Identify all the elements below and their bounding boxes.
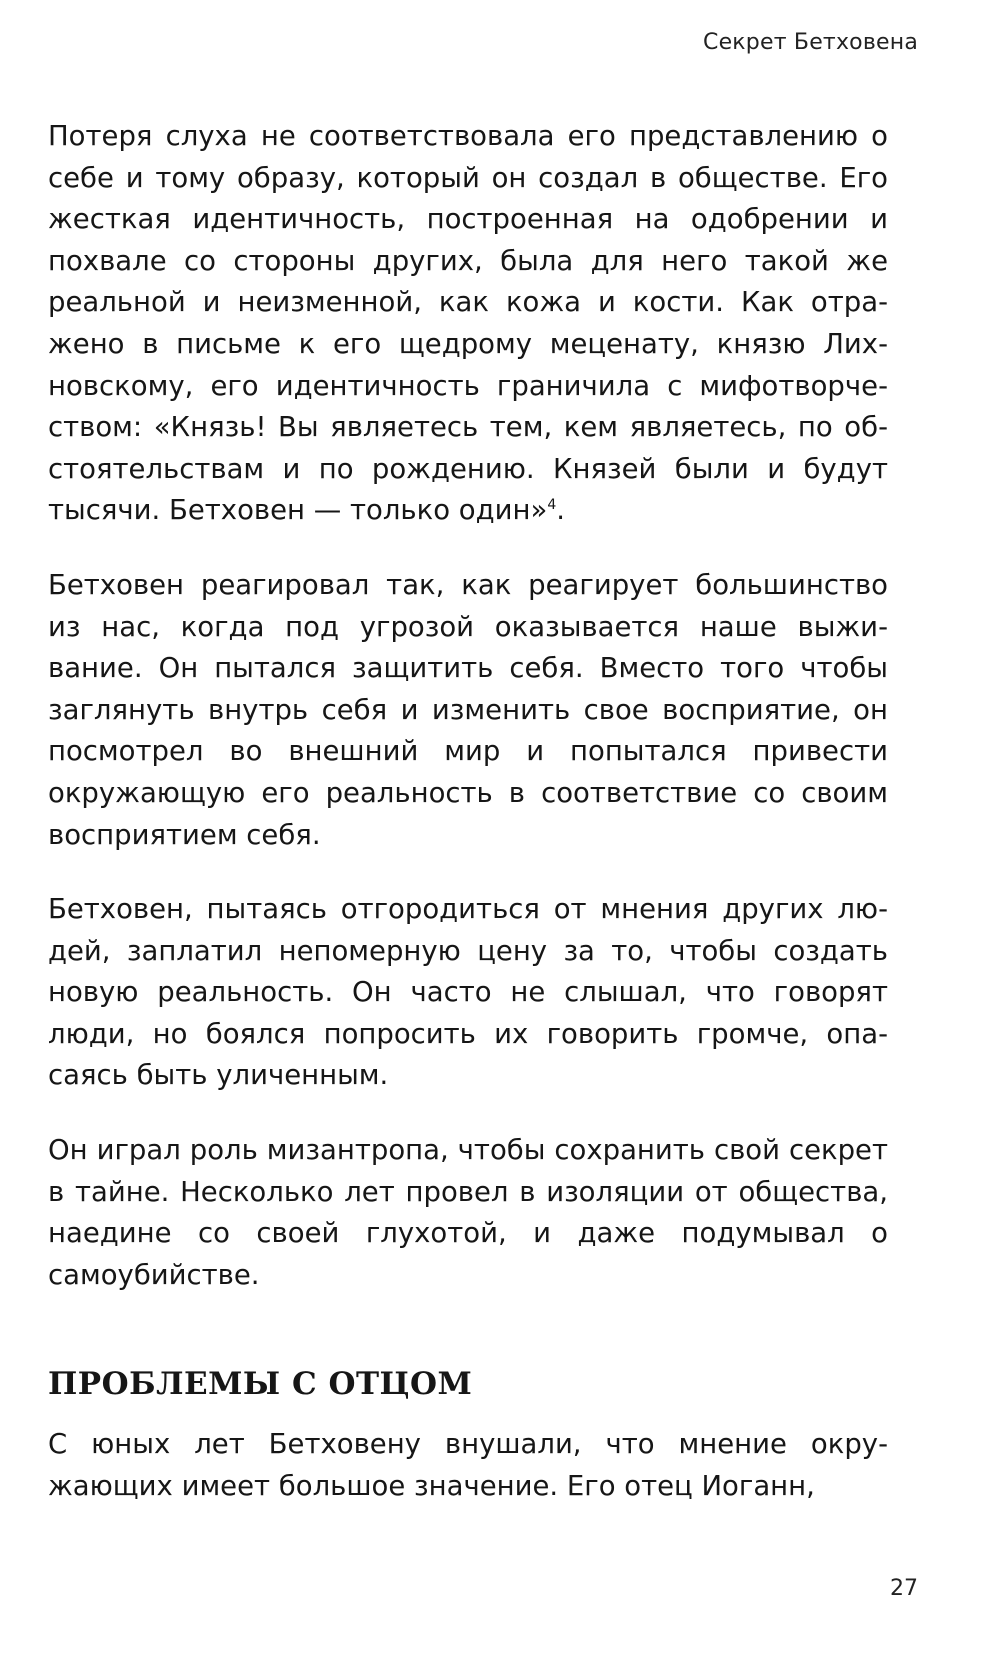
paragraph-2: Бетховен реагировал так, как реагирует большинство из нас, когда под угрозой оказывается наше выживание. Он пытался защитить себя. Вместо того чтобы заглянуть внутрь себя и изменить свое восприятие, он посмотрел во внешний мир и попытался привести окружающую его реальность в соответствие со своим восприятием себя.	[48, 568, 888, 851]
page-number: 27	[890, 1576, 918, 1601]
paragraph-1-tail: .	[556, 494, 565, 527]
paragraph-1	[48, 116, 888, 532]
section-heading: ПРОБЛЕМЫ С ОТЦОМ	[48, 1366, 473, 1403]
footnote-marker: 4	[547, 497, 557, 514]
page-body	[48, 116, 888, 1541]
section-paragraph: С юных лет Бетховену внушали, что мнение окружающих имеет большое значение. Его отец Иоганн,	[48, 1428, 888, 1503]
paragraph-1-text: Потеря слуха не соответствовала его представлению о себе и тому образу, который он создал в обществе. Его жесткая идентичность, построенная на одобрении и похвале со стороны других, была для него такой же реальной и неизменной, как кожа и кости. Как отражено в письме к его щедрому меценату, князю Лихновскому, его идентичность граничила с мифотворчеством: «Князь! Вы являетесь тем, кем являетесь, по обстоятельствам и по рождению. Князей были и будут тысячи. Бетховен — только один»	[48, 120, 888, 527]
paragraph-3: Бетховен, пытаясь отгородиться от мнения других людей, заплатил непомерную цену за то, чтобы создать новую реальность. Он часто не слышал, что говорят люди, но боялся попросить их говорить громче, опасаясь быть уличенным.	[48, 893, 888, 1092]
running-head: Секрет Бетховена	[703, 30, 918, 55]
paragraph-4: Он играл роль мизантропа, чтобы сохранить свой секрет в тайне. Несколько лет провел в изоляции от общества, наедине со своей глухотой, и даже подумывал о самоубийстве.	[48, 1134, 888, 1291]
